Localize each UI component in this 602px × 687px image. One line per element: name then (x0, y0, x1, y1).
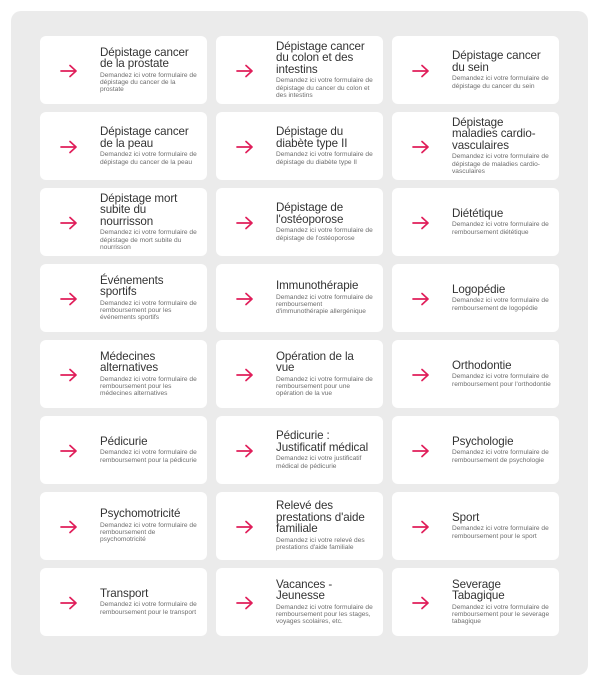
form-card-text (100, 508, 199, 543)
form-card[interactable] (216, 340, 383, 408)
form-card[interactable] (40, 492, 207, 560)
form-card-text (276, 126, 375, 166)
form-card-text (452, 579, 551, 626)
form-card[interactable] (216, 188, 383, 256)
form-card-text (276, 430, 375, 470)
arrow-right-icon (236, 596, 254, 610)
arrow-right-icon (412, 444, 430, 458)
form-card-title: Sport (452, 510, 480, 524)
form-card[interactable] (392, 492, 559, 560)
form-card-title: Dépistage cancer de la peau (100, 125, 189, 150)
form-card-description: Demandez ici votre formulaire de dépistage du cancer de la peau (100, 151, 197, 166)
arrow-right-icon (236, 520, 254, 534)
form-card-text (276, 41, 375, 99)
arrow-right-icon (60, 596, 78, 610)
form-card-description: Demandez ici votre formulaire de dépistage de maladies cardio-vasculaires (452, 153, 549, 175)
form-card[interactable] (40, 568, 207, 636)
form-card-title: Diététique (452, 206, 504, 220)
form-card-title: Vacances - Jeunesse (276, 577, 333, 603)
form-card-text (452, 360, 551, 388)
form-card-description: Demandez ici votre formulaire de remboursement pour le transport (100, 601, 197, 616)
form-card-title: Orthodontie (452, 358, 512, 372)
form-card-text (276, 202, 375, 242)
arrow-right-icon (236, 444, 254, 458)
form-card[interactable] (40, 264, 207, 332)
form-card[interactable] (40, 112, 207, 180)
form-card-title: Médecines alternatives (100, 349, 159, 375)
form-card-description: Demandez ici votre formulaire de remboursement pour les médecines alternatives (100, 375, 197, 398)
form-card-text (100, 193, 199, 251)
arrow-right-icon (60, 444, 78, 458)
form-card-description: Demandez ici votre formulaire de remboursement d'immunothérapie allergénique (276, 293, 373, 316)
arrow-right-icon (412, 140, 430, 154)
form-card-description: Demandez ici votre formulaire de remboursement de logopédie (452, 297, 549, 312)
form-card-title: Logopédie (452, 282, 506, 296)
form-card[interactable] (216, 264, 383, 332)
form-card-description: Demandez ici votre formulaire de dépistage du cancer du sein (452, 75, 549, 90)
forms-grid (40, 36, 559, 636)
form-card-text (452, 117, 551, 175)
form-card-title: Relevé des prestations d'aide familiale (276, 499, 365, 536)
arrow-right-icon (412, 596, 430, 610)
arrow-right-icon (236, 368, 254, 382)
arrow-right-icon (60, 292, 78, 306)
form-card-description: Demandez ici votre formulaire de remboursement pour le sport (452, 525, 549, 540)
form-card-description: Demandez ici votre formulaire de remboursement pour les stages, voyages scolaires, etc. (276, 603, 373, 626)
form-card[interactable] (40, 188, 207, 256)
form-card-description: Demandez ici votre justificatif médical de pédicurie (276, 455, 362, 470)
arrow-right-icon (60, 368, 78, 382)
form-card[interactable] (392, 568, 559, 636)
form-card-title: Pédicurie : Justificatif médical (276, 429, 369, 454)
form-card-title: Dépistage cancer du sein (452, 49, 541, 74)
form-card-text (100, 275, 199, 322)
form-card-title: Transport (100, 586, 149, 600)
form-card-description: Demandez ici votre formulaire de remboursement pour la pédicurie (100, 449, 197, 464)
arrow-right-icon (236, 216, 254, 230)
form-card-title: Dépistage maladies cardio-vasculaires (452, 115, 536, 152)
arrow-right-icon (60, 520, 78, 534)
form-card-description: Demandez ici votre formulaire de dépistage de mort subite du nourrisson (100, 229, 197, 251)
arrow-right-icon (236, 140, 254, 154)
arrow-right-icon (236, 64, 254, 78)
form-card-text (452, 50, 551, 90)
form-card-text (452, 512, 551, 540)
form-card[interactable] (216, 416, 383, 484)
form-card-title: Dépistage mort subite du nourrisson (100, 191, 178, 228)
form-card-title: Dépistage cancer de la prostate (100, 45, 189, 71)
form-card-description: Demandez ici votre formulaire de remboursement pour l'orthodontie (452, 373, 551, 388)
form-card-title: Opération de la vue (276, 349, 354, 375)
form-card-text (452, 208, 551, 236)
form-card-title: Severage Tabagique (452, 577, 505, 603)
arrow-right-icon (412, 292, 430, 306)
forms-panel (11, 11, 588, 675)
form-card-text (100, 436, 199, 464)
form-card-text (276, 500, 375, 551)
form-card[interactable] (40, 36, 207, 104)
form-card-description: Demandez ici votre formulaire de dépistage du cancer de la prostate (100, 71, 197, 94)
form-card-description: Demandez ici votre formulaire de remboursement pour le severage tabagique (452, 603, 550, 626)
form-card-text (100, 47, 199, 94)
form-card[interactable] (392, 416, 559, 484)
form-card-title: Dépistage cancer du colon et des intestins (276, 39, 365, 76)
form-card[interactable] (216, 36, 383, 104)
form-card-title: Événements sportifs (100, 273, 164, 299)
arrow-right-icon (412, 520, 430, 534)
form-card-description: Demandez ici votre formulaire de dépistage du diabète type II (276, 151, 373, 166)
arrow-right-icon (412, 64, 430, 78)
form-card-title: Dépistage du diabète type II (276, 125, 348, 150)
form-card-title: Psychologie (452, 434, 514, 448)
form-card-description: Demandez ici votre formulaire de remboursement de psychologie (452, 449, 549, 464)
arrow-right-icon (60, 64, 78, 78)
form-card-title: Immunothérapie (276, 279, 359, 293)
form-card-text (100, 588, 199, 616)
form-card-title: Psychomotricité (100, 507, 181, 521)
form-card-description: Demandez ici votre formulaire de remboursement pour les événements sportifs (100, 299, 197, 322)
form-card-text (100, 126, 199, 166)
form-card[interactable] (216, 492, 383, 560)
form-card-title: Dépistage de l'ostéoporose (276, 201, 344, 226)
form-card-text (452, 436, 551, 464)
form-card[interactable] (40, 416, 207, 484)
form-card-text (276, 351, 375, 398)
form-card-description: Demandez ici votre formulaire de remboursement pour une opération de la vue (276, 375, 373, 398)
form-card[interactable] (392, 340, 559, 408)
form-card[interactable] (392, 264, 559, 332)
arrow-right-icon (236, 292, 254, 306)
form-card[interactable] (392, 112, 559, 180)
form-card-description: Demandez ici votre formulaire de dépistage de l'ostéoporose (276, 227, 373, 242)
form-card-text (100, 351, 199, 398)
form-card[interactable] (392, 36, 559, 104)
form-card-title: Pédicurie (100, 434, 148, 448)
form-card-text (452, 284, 551, 312)
arrow-right-icon (412, 368, 430, 382)
form-card-description: Demandez ici votre formulaire de dépistage du cancer du colon et des intestins (276, 77, 373, 99)
arrow-right-icon (412, 216, 430, 230)
form-card[interactable] (216, 568, 383, 636)
form-card-text (276, 280, 375, 315)
form-card[interactable] (216, 112, 383, 180)
form-card-description: Demandez ici votre formulaire de remboursement de psychomotricité (100, 521, 197, 544)
arrow-right-icon (60, 140, 78, 154)
form-card[interactable] (392, 188, 559, 256)
form-card-text (276, 579, 375, 626)
form-card-description: Demandez ici votre formulaire de remboursement diététique (452, 221, 549, 236)
arrow-right-icon (60, 216, 78, 230)
form-card-description: Demandez ici votre relevé des prestations d'aide familiale (276, 536, 365, 552)
form-card[interactable] (40, 340, 207, 408)
